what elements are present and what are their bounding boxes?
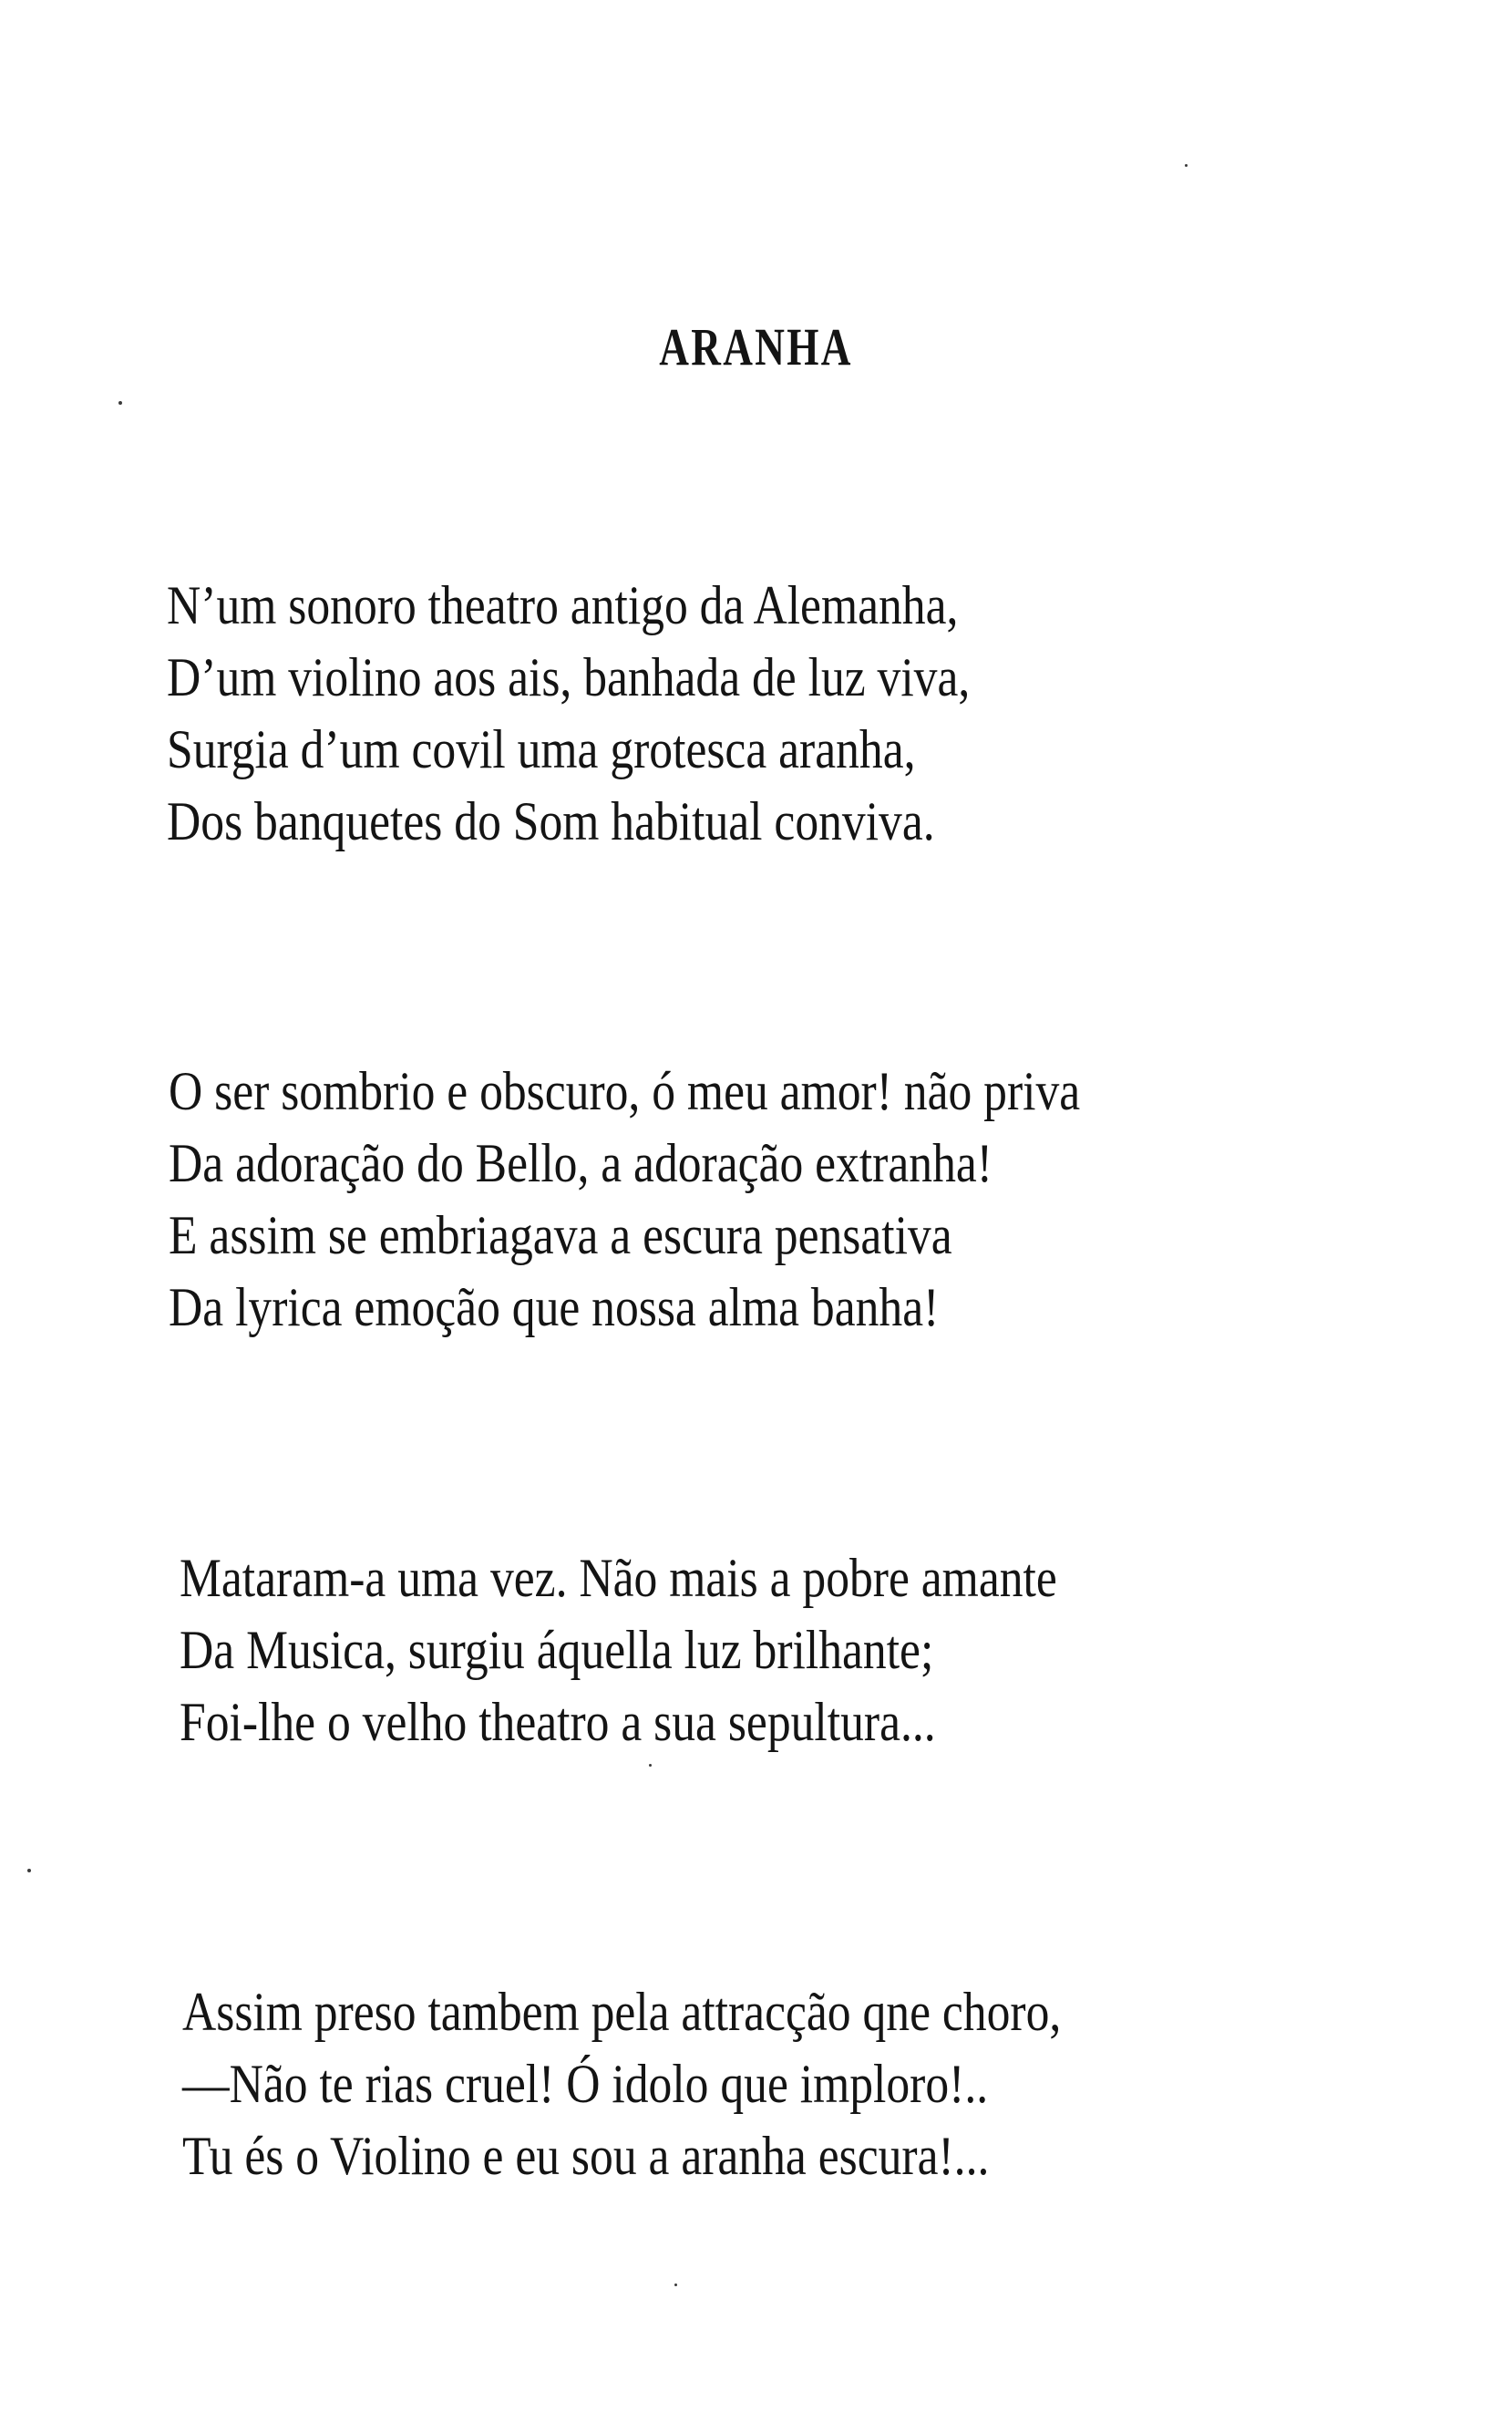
stanza-1: [167, 570, 1101, 858]
poem-line: O ser sombrio e obscuro, ó meu amor! não priva: [169, 1061, 1081, 1121]
stanza-4: [182, 1976, 1204, 2192]
poem-line: Foi-lhe o velho theatro a sua sepultura...: [180, 1692, 936, 1752]
print-speck: [674, 2284, 677, 2286]
print-speck: [27, 1869, 31, 1872]
poem-line: Tu és o Violino e eu sou a aranha escura!...: [182, 2126, 990, 2186]
poem-line: E assim se embriagava a escura pensativa: [169, 1205, 952, 1265]
stanza-2: [169, 1056, 1229, 1344]
poem-line: Assim preso tambem pela attracção qne choro,: [182, 1982, 1062, 2042]
poem-line: D’um violino aos ais, banhada de luz viva,: [167, 647, 971, 707]
poem-title: ARANHA: [659, 317, 853, 376]
poem-line: Da adoração do Bello, a adoração extranha!: [169, 1133, 993, 1193]
poem-line: Da Musica, surgiu áquella luz brilhante;: [180, 1620, 934, 1680]
print-speck: [649, 1764, 652, 1767]
poem-line: —Não te rias cruel! Ó idolo que imploro!..: [182, 2054, 989, 2114]
print-speck: [1185, 164, 1188, 167]
poem-line: Dos banquetes do Som habitual conviva.: [167, 791, 935, 851]
poem-line: Da lyrica emoção que nossa alma banha!: [169, 1277, 940, 1337]
poem-line: N’um sonoro theatro antigo da Alemanha,: [167, 575, 959, 635]
poem-line: Mataram-a uma vez. Não mais a pobre amante: [180, 1548, 1057, 1608]
print-speck: [118, 401, 122, 405]
stanza-3: [180, 1542, 1200, 1758]
poem-line: Surgia d’um covil uma grotesca aranha,: [167, 719, 916, 779]
